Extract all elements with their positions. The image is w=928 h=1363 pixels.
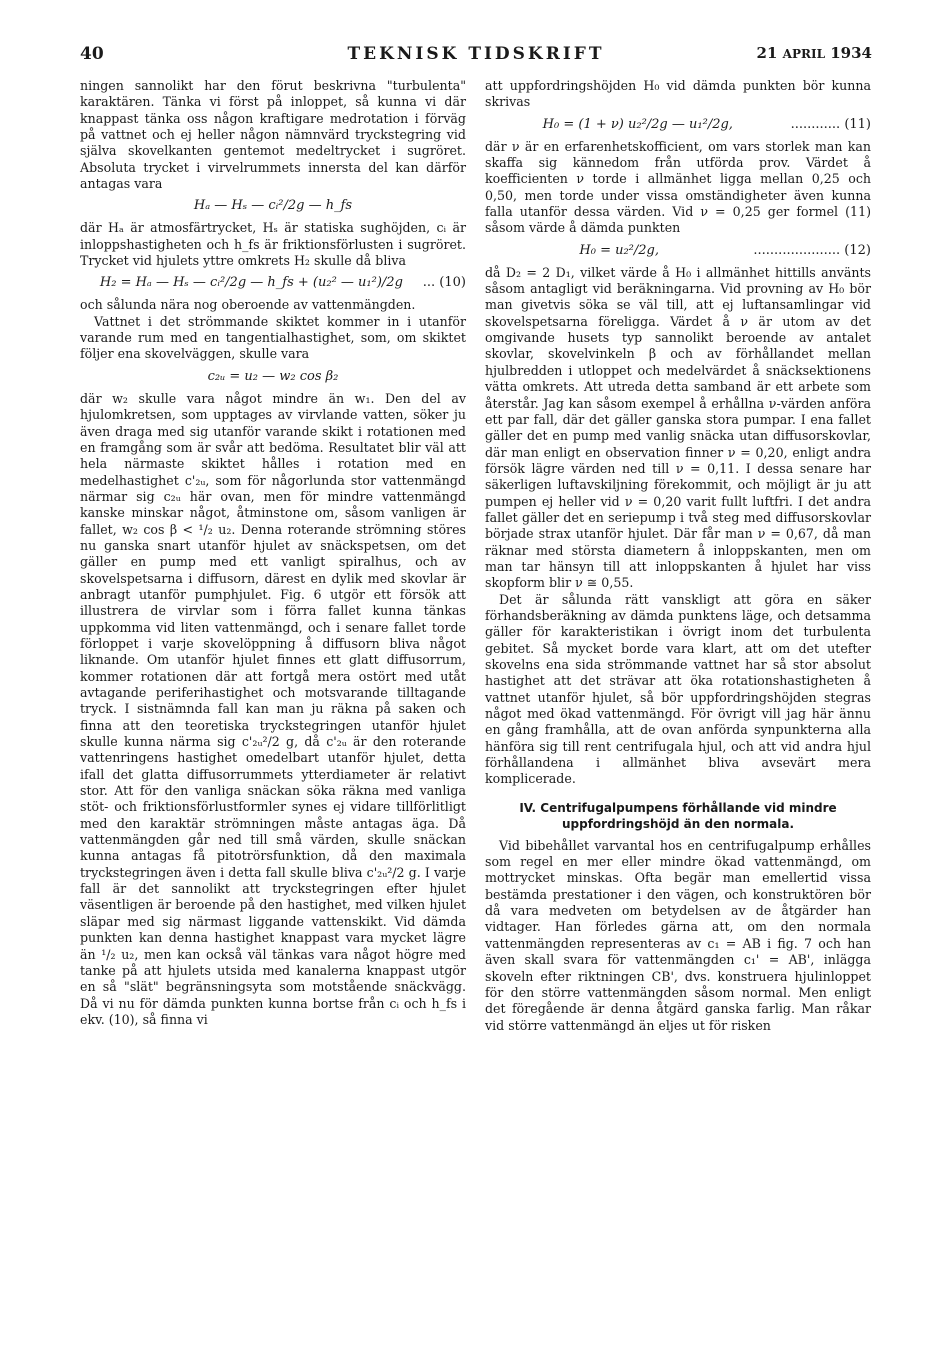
paragraph: att uppfordringshöjden H₀ vid dämda punkten bör kunna skrivas	[485, 78, 871, 110]
right-column	[485, 78, 871, 1034]
equation-12-body: H₀ = u₂²/2g,	[579, 242, 659, 258]
equation-inner-pressure: Hₐ — Hₛ — cᵢ²/2g — h_fs	[193, 198, 353, 214]
equation-11-body: H₀ = (1 + ν) u₂²/2g — u₁²/2g,	[542, 116, 733, 132]
equation-10	[80, 273, 466, 293]
paragraph: Det är sålunda rätt vanskligt att göra en säker förhandsberäkning av dämda punktens läge, och detsamma gäller för karakteristikan i övrigt inom det turbulenta gebitet. Så mycket borde vara klart, att om det utefter skovelns ena sida strömmande vattnet har så stor absolut hastighet att det strävar att öka rotationshastigheten å vattnet utanför hjulet, så bör uppfordringshöjden stegras något med ökad vattenmängd. För övrigt vill jag här ännu en gång framhålla, att de ovan anförda synpunkterna alla hänföra sig till rent centrifugala hjul, och att vid andra hjul förhållandena i allmänhet bliva avsevärt mera komplicerade.	[485, 591, 871, 787]
equation-10-body: H₂ = Hₐ — Hₛ — cᵢ²/2g — h_fs + (u₂² — u₁²)/2g	[99, 275, 403, 291]
section-title: Centrifugalpumpens förhållande vid mindre uppfordringshöjd än den normala.	[540, 800, 837, 831]
date-year: 1934	[830, 44, 872, 62]
equation-12-number: ..................... (12)	[753, 242, 871, 258]
paragraph: ningen sannolikt har den förut beskrivna "turbulenta" karaktären. Tänka vi först på inloppet, så kunna vi där knappast tänka oss någon kraftigare medrotation i förväg på vattnet och ej heller någon nämnvärd tryckstegring vid själva skovelkanten gentemot medeltrycket i sugröret. Absoluta trycket i virvelrummets innersta del kan därför antagas vara	[80, 78, 466, 192]
issue-date	[757, 44, 872, 62]
paragraph: där ν är en erfarenhetskofficient, om vars storlek man kan skaffa sig kännedom från utförda prov. Värdet å koefficienten ν torde i allmänhet ligga mellan 0,25 och 0,50, men torde under vissa omständigheter även kunna falla utanför dessa värden. Vid ν = 0,25 ger formel (11) såsom värde å dämda punkten	[485, 138, 871, 236]
section-number: IV.	[519, 800, 537, 815]
paragraph: då D₂ = 2 D₁, vilket värde å H₀ i allmänhet hittills använts såsom antagligt vid beräkningarna. Vid provning av H₀ bör man givetvis söka se väl till, att ej luftansamlingar vid skovelspetsarna föreligga. Värdet å ν är utom av det omgivande husets typ sannolikt beroende av antalet skovlar, skovelvinkeln β och av förhållandet mellan hjulbredden i utloppet och medelvärdet å snäcksektionens vätta omkrets. Att utreda detta samband är ett arbete som återstår. Jag kan såsom exempel å erhållna ν-värden anföra ett par fall, där det gäller ganska stora pumpar. I ena fallet gäller det en pump med vanlig snäcka utan diffusorskovlar, där man enligt en observation finner ν = 0,20, enligt andra försök lägre värden ned till ν = 0,11. I dessa senare har säkerligen luftavskiljning förekommit, och möjligt är ju att pumpen ej heller vid ν = 0,20 varit fullt luftfri. I det andra fallet gäller det en seriepump i två steg med diffusorskovlar började strax utanför hjulet. Där får man ν = 0,67, då man räknar med största diametern å inloppskanten, men om man tar hänsyn till att inloppskanten å hjulet har viss skopform blir ν ≅ 0,55.	[485, 264, 871, 591]
paragraph: där Hₐ är atmosfärtrycket, Hₛ är statiska sughöjden, cᵢ är inloppshastigheten och h_fs är friktionsförlusten i sugröret. Trycket vid hjulets yttre omkrets H₂ skulle då bliva	[80, 220, 466, 269]
date-day: 21	[756, 44, 778, 62]
page-number: 40	[80, 44, 104, 64]
equation-11	[485, 115, 871, 135]
equation-10-number: ... (10)	[422, 275, 466, 291]
equation-11-number: ............ (11)	[790, 116, 871, 132]
journal-title: TEKNISK TIDSKRIFT	[347, 44, 605, 64]
left-column	[80, 78, 466, 1028]
running-header	[80, 44, 872, 68]
paragraph: Vattnet i det strömmande skiktet kommer in i utanför varande rum med en tangentialhastighet, som, om skiktet följer ena skovelväggen, skulle vara	[80, 313, 466, 362]
date-month: APRIL	[782, 47, 826, 61]
equation-12	[485, 241, 871, 261]
paragraph: och sålunda nära nog oberoende av vattenmängden.	[80, 297, 416, 313]
paragraph: där w₂ skulle vara något mindre än w₁. Den del av hjulomkretsen, som upptages av virvlande vatten, söker ju även draga med sig utanför varande skikt i rotationen med en framgång som är svår att bedöma. Resultatet blir väl att hela närmaste skiktet hålles i rotation med en medelhastighet c'₂ᵤ, som för någorlunda stor vattenmängd närmar sig c₂ᵤ här ovan, men för mindre vattenmängd kanske minskar något, åtminstone om, såsom vanligen är fallet, w₂ cos β < ¹/₂ u₂. Denna roterande strömning störes nu ganska snart utanför hjulet av snäckspetsen, om det gäller en pump med ett vanligt spiralhus, och av skovelspetsarna i diffusorn, därest en dylik med skovlar är anbragt utanför pumphjulet. Fig. 6 utgör ett försök att illustrera de virvlar som i förra fallet kunna tänkas uppkomma vid liten vattenmängd, och i senare fallet torde förloppet i varje skovelöppning å diffusorn bliva något liknande. Om utanför hjulet finnes ett glatt diffusorrum, kommer rotationen där att fortgå mera ostört med utåt avtagande periferihastighet och motsvarande tilltagande tryck. I sistnämnda fall kan man ju räkna på saken och finna att den teoretiska tryckstegringen utanför hjulet skulle kunna närma sig c'₂ᵤ²/2 g, då c'₂ᵤ är den roterande vattenringens hastighet omedelbart utanför hjulet, detta ifall det glatta diffusorrummets ytterdiameter är relativt stor. Att för den vanliga snäckan söka räkna med vanliga stöt- och friktionsförlustformler synes ej vidare tillförlitligt med den karaktär strömningen måste antagas äga. Då vattenmängden går ned till små värden, skulle snäckan kunna antagas få pitotrörsfunktion, då den maximala tryckstegringen även i detta fall skulle bliva c'₂ᵤ²/2 g. I varje fall är det sannolikt att tryckstegringen efter hjulet väsentligen är beroende på den hastighet, med vilken hjulet släpar med sig närmast liggande vattenskikt. Vid dämda punkten kan denna hastighet knappast vara mycket lägre än ¹/₂ u₂, men kan också väl tänkas vara något högre med tanke på att hjulets utsida med kanalerna knappast utgör en så "slät" begränsningsyta som motstående snäckvägg. Då vi nu för dämda punkten kunna bortse från cᵢ och h_fs i ekv. (10), så finna vi	[80, 390, 466, 1027]
paragraph: Vid bibehållet varvantal hos en centrifugalpump erhålles som regel en mer eller mindre ökad vattenmängd, om mottrycket minskas. Ofta begär man emellertid vissa bestämda prestationer i den vägen, och konstruktören bör då vara medveten om betydelsen av de åtgärder han vidtager. Han förledes gärna att, om den normala vattenmängden representeras av c₁ = AB i fig. 7 och han även skall svara för vattenmängden c₁' = AB', inlägga skoveln efter riktningen CB', dvs. konstruera hjulinloppet för den större vattenmängden såsom normal. Men enligt det föregående är denna åtgärd ganska farlig. Man råkar vid större vattenmängd än eljes ut för risken	[485, 837, 871, 1033]
section-heading	[485, 800, 871, 832]
equation-tangential-velocity: c₂ᵤ = u₂ — w₂ cos β₂	[207, 368, 339, 384]
